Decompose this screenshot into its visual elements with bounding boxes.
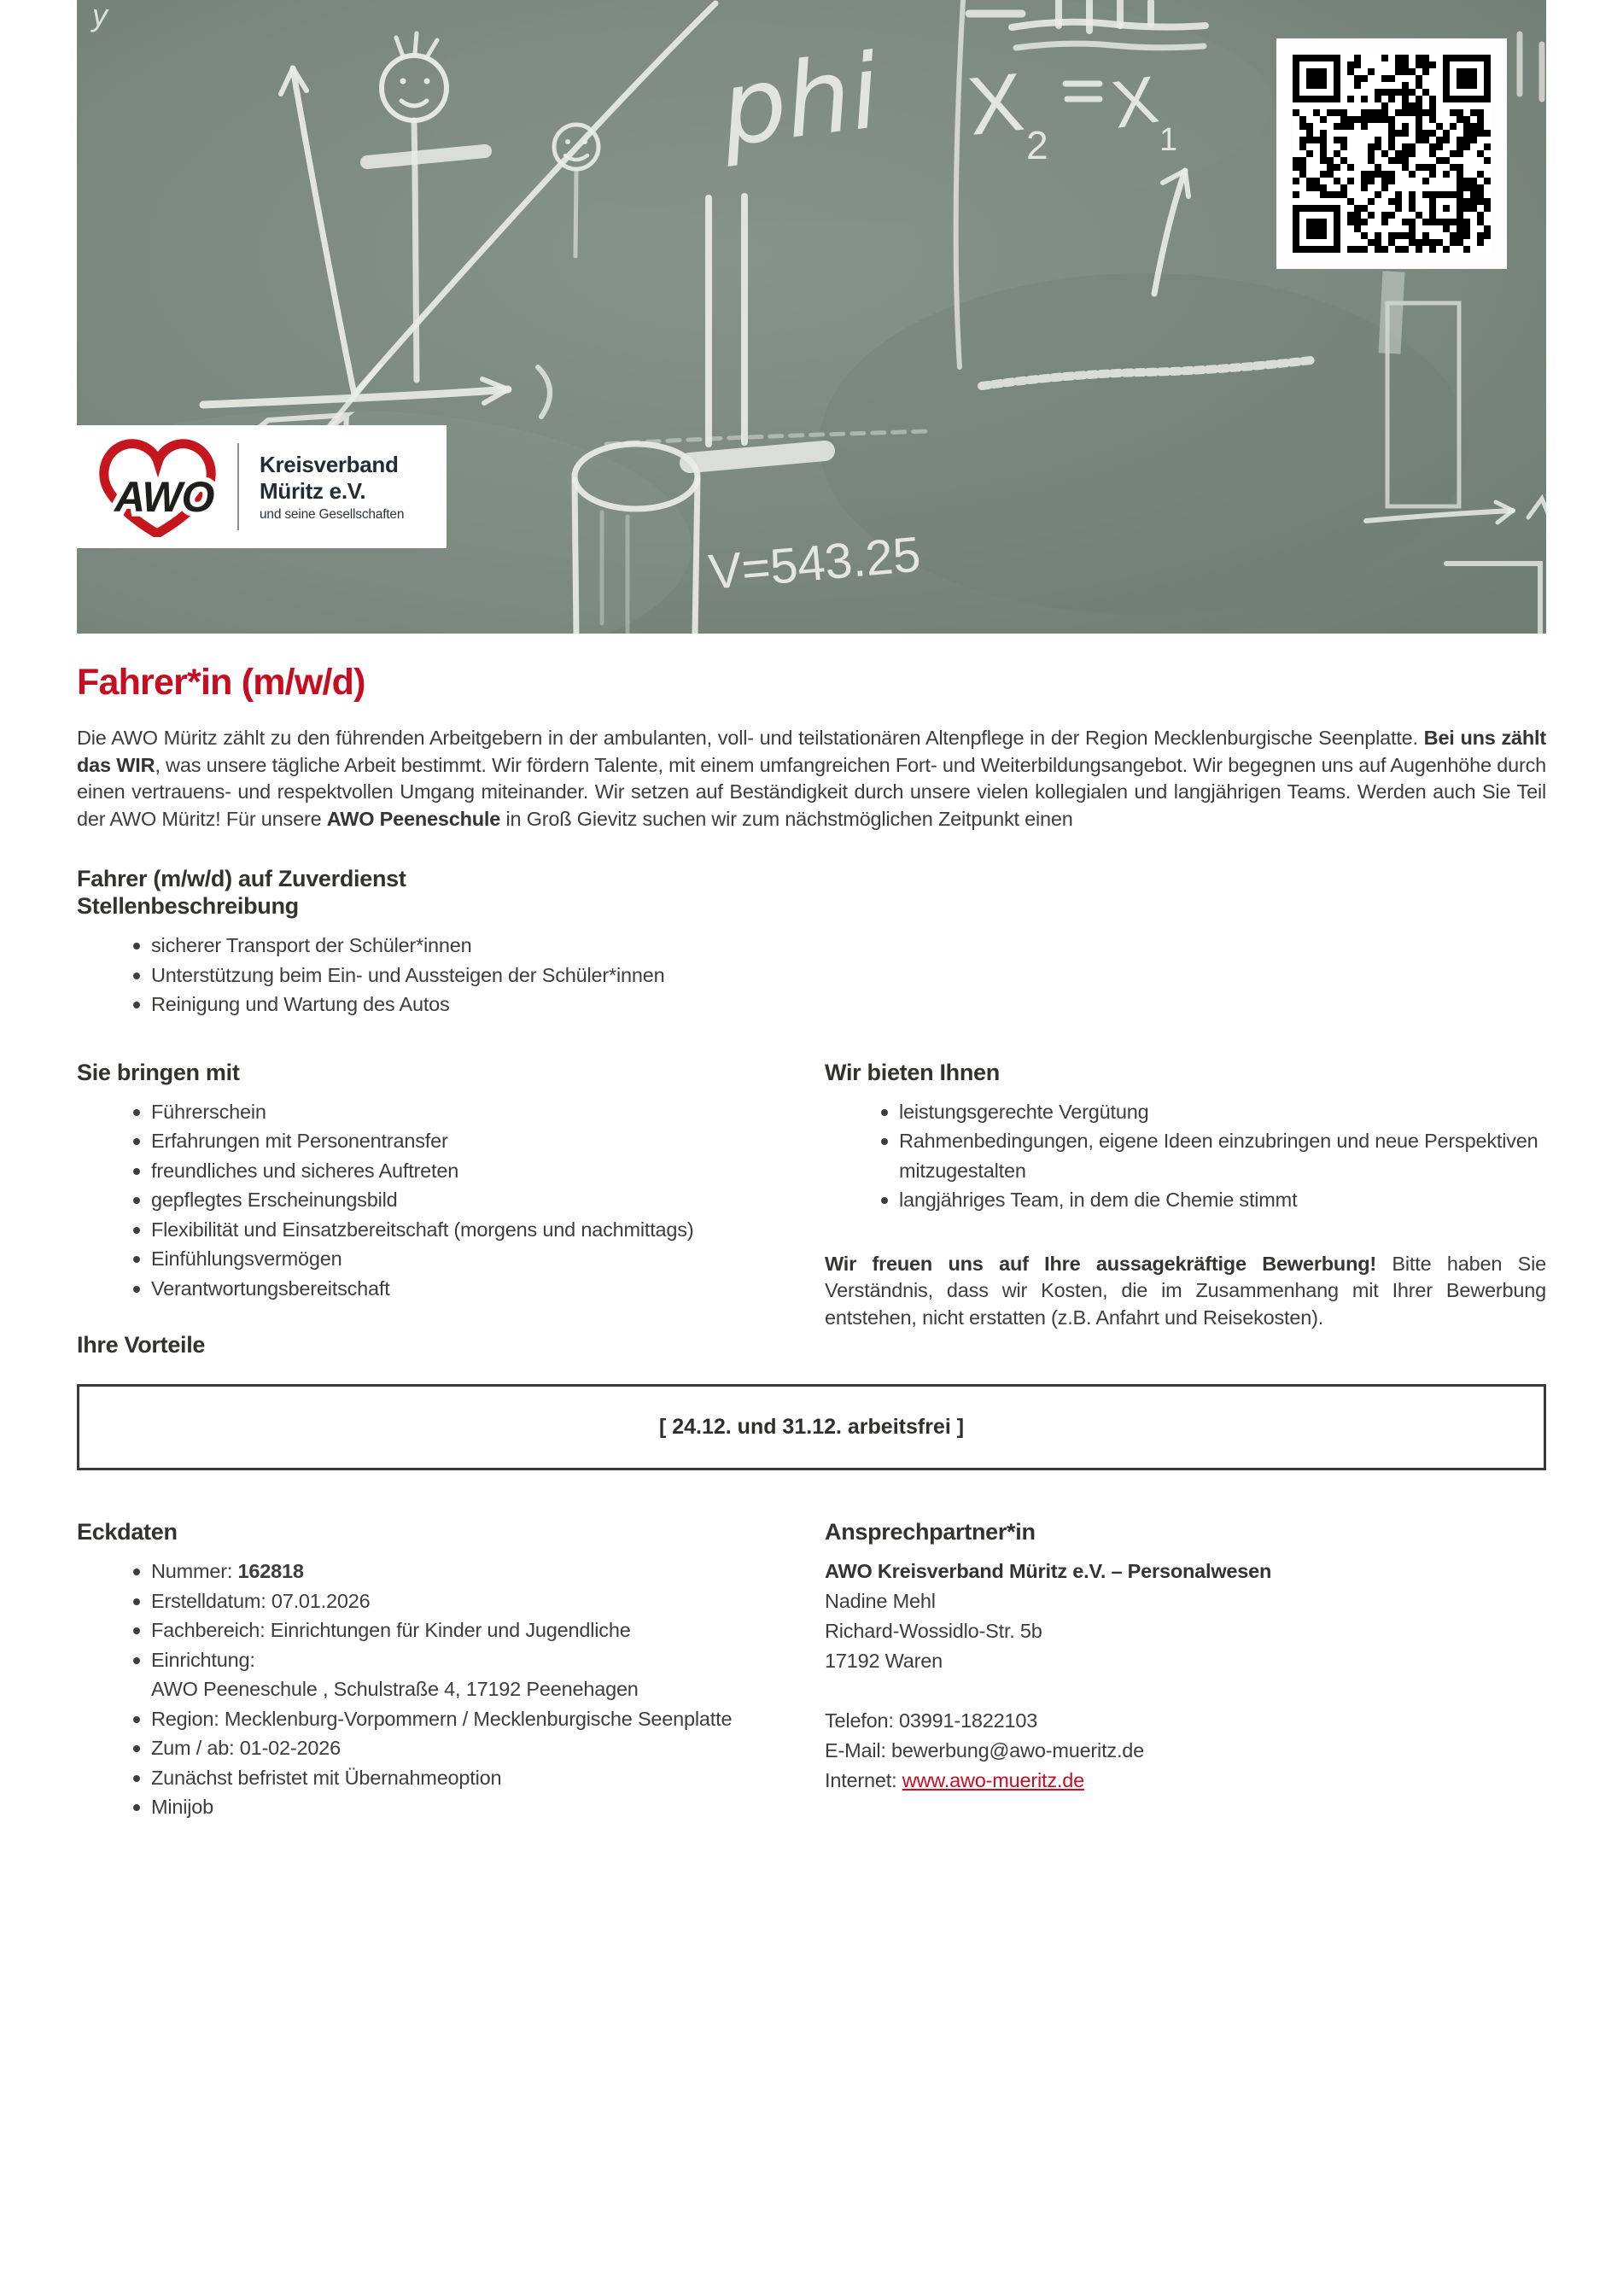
contact-city: 17192 Waren [825,1650,943,1672]
chalk-x1-sub: 1 [1159,122,1177,158]
contact-internet-line [825,1766,1546,1796]
list-item: Zum / ab: 01-02-2026 [77,1733,825,1763]
chalkboard-hero-image [77,0,1546,634]
list-item: leistungsgerechte Vergütung [825,1097,1546,1127]
list-item: Flexibilität und Einsatzbereitschaft (morgens und nachmittags) [77,1215,825,1245]
eckdaten-einrichtung-address: AWO Peeneschule , Schulstraße 4, 17192 Peenehagen [151,1678,639,1700]
section-heading-eckdaten: Eckdaten [77,1519,178,1545]
stellenbeschreibung-list [77,931,1546,1019]
intro-paragraph [77,725,1546,833]
vorteile-box [77,1384,1546,1470]
column-wir-bieten [825,1059,1546,1332]
column-sie-bringen-mit [77,1059,825,1304]
intro-bold-1: Bei uns zählt das WIR [77,727,1546,776]
section-heading-bieten: Wir bieten Ihnen [825,1059,1000,1085]
bieten-list [825,1097,1546,1215]
logo-org-line3: und seine Gesellschaften [260,506,405,522]
section-heading-ansprechpartner: Ansprechpartner*in [825,1519,1036,1545]
section-heading-stellenbeschreibung: Stellenbeschreibung [77,893,299,919]
column-eckdaten [77,1518,825,1822]
list-item: Minijob [77,1792,825,1822]
bewerbung-text: Bitte haben Sie Verständnis, dass wir Kosten, die im Zusammenhang mit Ihrer Bewerbung entstehen, nicht erstatten (z.B. Anfahrt und Reisekosten). [825,1252,1546,1329]
bewerbung-bold: Wir freuen uns auf Ihre aussagekräftige Bewerbung! [825,1252,1377,1275]
list-item: Reinigung und Wartung des Autos [77,990,1546,1019]
chalk-x2-sub: 2 [1026,123,1048,167]
job-subtitle: Fahrer (m/w/d) auf Zuverdienst [77,866,406,891]
qr-code [1276,38,1507,269]
chalk-phi-text: phi [714,32,886,170]
contact-organization: AWO Kreisverband Müritz e.V. – Personalwesen [825,1560,1272,1582]
chalk-volume-text: V=543.25 [706,526,923,600]
eckdaten-label: Einrichtung: [151,1648,255,1671]
list-item: Fachbereich: Einrichtungen für Kinder und Jugendliche [77,1615,825,1645]
awo-logo-wordmark: AWO [114,473,214,521]
intro-text-1: Die AWO Müritz zählt zu den führenden Arbeitgebern in der ambulanten, voll- und teilstationären Altenpflege in der Region Mecklenburgische Seenplatte. [77,727,1424,749]
logo-org-line2: Müritz e.V. [260,477,366,504]
awo-logo-box [77,425,447,548]
list-item: gepflegtes Erscheinungsbild [77,1185,825,1215]
bewerbung-paragraph [825,1251,1546,1332]
logo-divider [237,443,239,530]
section-heading-bringen: Sie bringen mit [77,1059,240,1085]
list-item: langjähriges Team, in dem die Chemie stimmt [825,1185,1546,1215]
list-item: Erstelldatum: 07.01.2026 [77,1586,825,1616]
contact-name: Nadine Mehl [825,1590,936,1612]
logo-org-line1: Kreisverband [260,451,399,477]
chalk-x2: X [964,56,1028,153]
qr-code-pattern [1293,55,1491,253]
list-item: Erfahrungen mit Personentransfer [77,1126,825,1156]
list-item: sicherer Transport der Schüler*innen [77,931,1546,961]
contact-internet-label: Internet: [825,1769,902,1791]
list-item: Region: Mecklenburg-Vorpommern / Mecklenburgische Seenplatte [77,1704,825,1734]
contact-spacer [825,1676,1546,1706]
list-item: Zunächst befristet mit Übernahmeoption [77,1763,825,1793]
intro-bold-2: AWO Peeneschule [326,807,501,830]
bringen-list [77,1097,825,1304]
list-item: Unterstützung beim Ein- und Aussteigen der Schüler*innen [77,961,1546,990]
list-item: Rahmenbedingungen, eigene Ideen einzubringen und neue Perspektiven mitzugestalten [825,1126,1546,1185]
list-item: Führerschein [77,1097,825,1127]
contact-street: Richard-Wossidlo-Str. 5b [825,1620,1042,1642]
list-item: Einfühlungsvermögen [77,1244,825,1274]
list-item [77,1557,825,1586]
list-item: freundliches und sicheres Auftreten [77,1156,825,1186]
website-link[interactable]: www.awo-mueritz.de [902,1769,1084,1791]
section-heading-vorteile: Ihre Vorteile [77,1332,206,1358]
eckdaten-label: Nummer: [151,1560,238,1582]
chalk-y-label: y [92,0,108,32]
page-title: Fahrer*in (m/w/d) [77,662,365,703]
eckdaten-list [77,1557,825,1822]
list-item: Verantwortungsbereitschaft [77,1274,825,1304]
vorteile-badge: [ 24.12. und 31.12. arbeitsfrei ] [658,1415,965,1439]
intro-text-3: in Groß Gievitz suchen wir zum nächstmöglichen Zeitpunkt einen [500,807,1073,830]
contact-email: E-Mail: bewerbung@awo-mueritz.de [825,1739,1145,1761]
chalk-x1: X [1106,61,1163,143]
column-ansprechpartner [825,1518,1546,1796]
contact-phone: Telefon: 03991-1822103 [825,1709,1038,1732]
intro-text-2: , was unsere tägliche Arbeit bestimmt. Wir fördern Talente, mit einem umfangreichen Fort- und Weiterbildungsangebot. Wir begegnen uns auf Augenhöhe durch einen vertrauens- und respektvollen Umgang miteinander. Wir setzen auf Beständigkeit durch unsere vielen kollegialen und langjährigen Teams. Werden auch Sie Teil der AWO Müritz! Für unsere [77,753,1546,830]
eckdaten-nummer-value: 162818 [237,1560,304,1582]
awo-heart-logo-icon [94,436,222,537]
list-item [77,1645,825,1704]
